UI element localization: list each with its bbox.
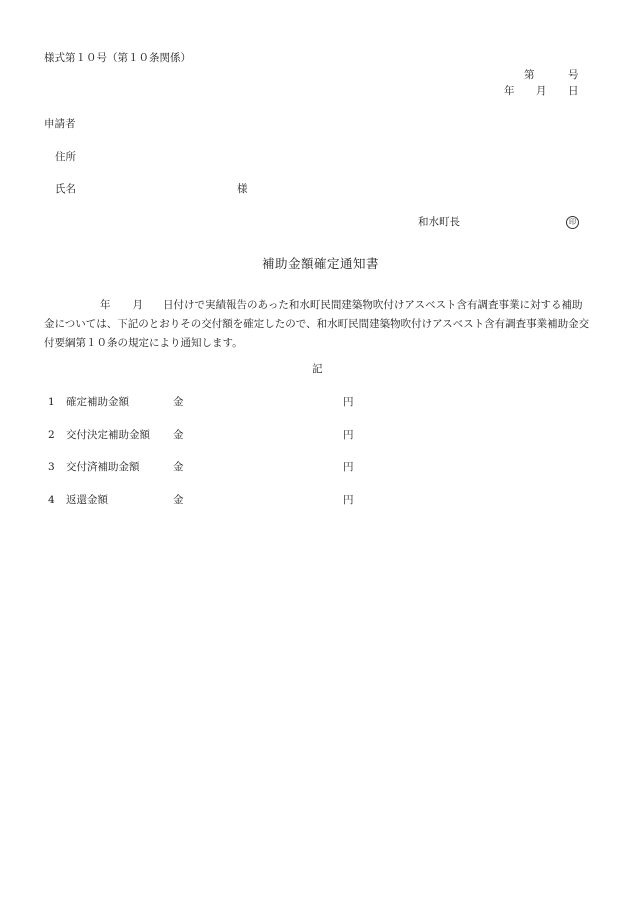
item-kin: 金	[173, 494, 184, 506]
item-yen: 円	[343, 429, 354, 441]
item-kin: 金	[173, 429, 184, 441]
item-yen: 円	[343, 494, 354, 506]
item-number: 2	[48, 429, 55, 441]
item-kin: 金	[173, 461, 184, 473]
list-item	[0, 461, 630, 477]
item-label: 返還金額	[66, 494, 108, 506]
sama-label: 様	[237, 183, 248, 195]
ki-label: 記	[312, 363, 323, 375]
item-label: 交付済補助金額	[66, 461, 140, 473]
item-kin: 金	[173, 396, 184, 408]
applicant-heading: 申請者	[44, 118, 76, 130]
date-day: 日	[568, 85, 579, 97]
list-item	[0, 429, 630, 445]
address-label: 住所	[55, 151, 76, 163]
doc-number-go: 号	[568, 69, 579, 81]
body-text: 日付けで実績報告のあった和水町民間建築物吹付けアスベスト含有調査事業に対する補助金については、下記のとおりその交付額を確定したので、和水町民間建築物吹付けアスベスト含有調査事業補助金交付要綱第１０条の規定により通知します。	[44, 299, 590, 349]
seal-char: 印	[566, 216, 579, 229]
item-label: 交付決定補助金額	[66, 429, 150, 441]
date-month: 月	[536, 85, 547, 97]
item-label: 確定補助金額	[66, 396, 129, 408]
mayor-label: 和水町長	[418, 216, 460, 228]
body-month: 月	[132, 299, 143, 311]
doc-number-dai: 第	[524, 69, 535, 81]
list-item	[0, 494, 630, 510]
item-number: 3	[48, 461, 55, 473]
body-paragraph	[44, 296, 590, 353]
item-yen: 円	[343, 396, 354, 408]
seal-mark	[566, 215, 579, 229]
item-yen: 円	[343, 461, 354, 473]
item-number: 1	[48, 396, 55, 408]
body-year: 年	[100, 299, 111, 311]
document-title: 補助金額確定通知書	[262, 256, 380, 271]
form-label: 様式第１０号（第１０条関係）	[44, 52, 191, 64]
item-number: 4	[48, 494, 55, 506]
date-year: 年	[504, 85, 515, 97]
name-label: 氏名	[55, 183, 76, 195]
list-item	[0, 396, 630, 412]
